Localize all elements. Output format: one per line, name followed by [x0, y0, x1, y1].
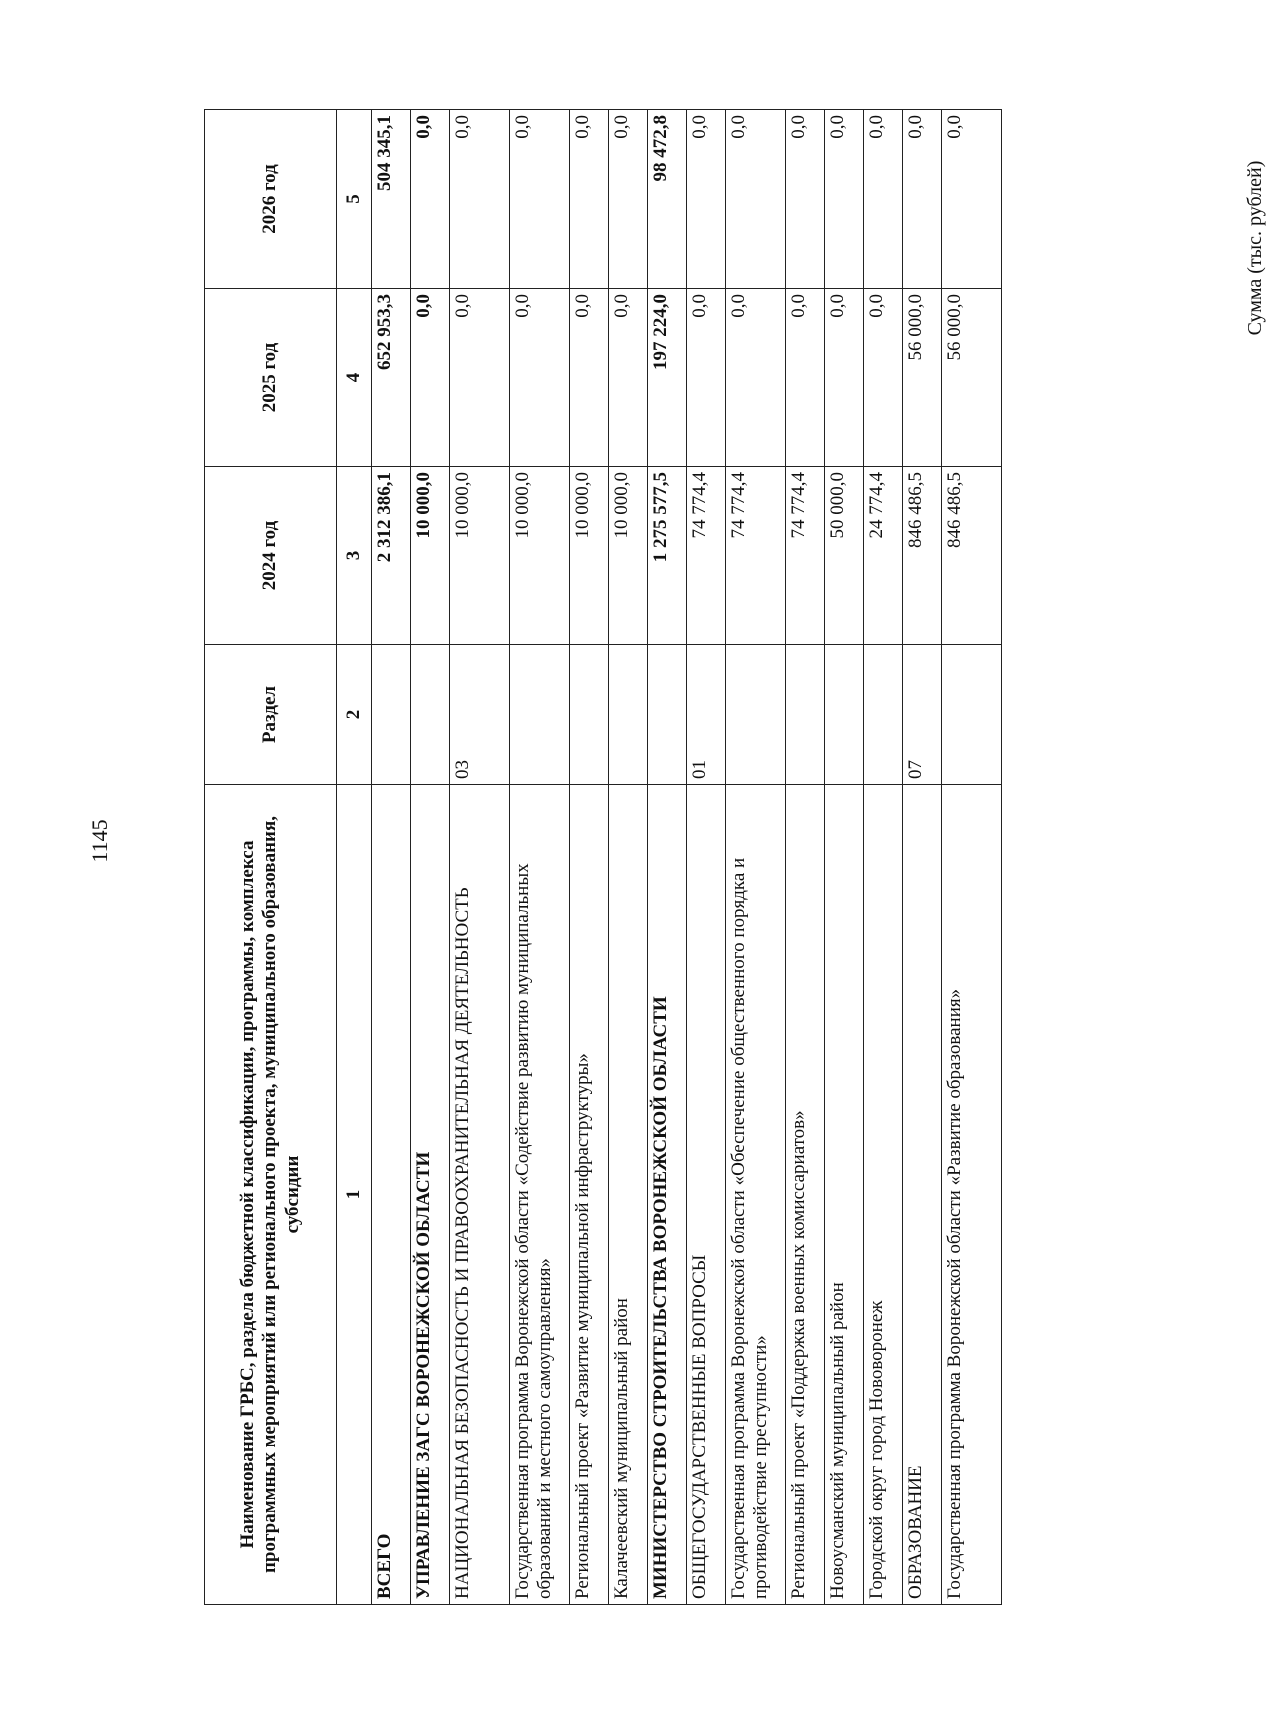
row-value-2025: 0,0	[726, 289, 786, 467]
row-section	[570, 645, 609, 785]
table-row	[372, 110, 411, 1605]
row-value-2024: 1 275 577,5	[648, 467, 687, 645]
row-value-2024: 10 000,0	[609, 467, 648, 645]
row-name: ОБЩЕГОСУДАРСТВЕННЫЕ ВОПРОСЫ	[687, 785, 726, 1605]
table-row	[903, 110, 942, 1605]
row-value-2024: 846 486,5	[942, 467, 1002, 645]
row-name: Калачеевский муниципальный район	[609, 785, 648, 1605]
table-row	[864, 110, 903, 1605]
table-row	[942, 110, 1002, 1605]
row-name: Государственная программа Воронежской области «Развитие образования»	[942, 785, 1002, 1605]
row-name: Региональный проект «Развитие муниципальной инфраструктуры»	[570, 785, 609, 1605]
row-value-2026: 98 472,8	[648, 110, 687, 289]
row-section	[372, 645, 411, 785]
row-value-2024: 10 000,0	[510, 467, 570, 645]
row-section	[786, 645, 825, 785]
header-section: Раздел	[205, 645, 337, 785]
column-number: 3	[337, 467, 372, 645]
row-value-2024: 10 000,0	[570, 467, 609, 645]
header-name: Наименование ГРБС, раздела бюджетной классификации, программы, комплекса программных мероприятий или регионального проекта, муниципального образования, субсидии	[205, 785, 337, 1605]
row-value-2025: 0,0	[609, 289, 648, 467]
row-name: Городской округ город Нововоронеж	[864, 785, 903, 1605]
budget-table	[204, 109, 1002, 1605]
row-value-2025: 56 000,0	[903, 289, 942, 467]
row-value-2026: 0,0	[825, 110, 864, 289]
row-value-2026: 0,0	[510, 110, 570, 289]
row-value-2026: 504 345,1	[372, 110, 411, 289]
row-value-2026: 0,0	[570, 110, 609, 289]
header-2026: 2026 год	[205, 110, 337, 289]
table-row	[648, 110, 687, 1605]
row-value-2024: 74 774,4	[687, 467, 726, 645]
table-row	[510, 110, 570, 1605]
page-number: 1145	[87, 819, 112, 863]
column-number: 2	[337, 645, 372, 785]
table-row	[570, 110, 609, 1605]
column-number: 1	[337, 785, 372, 1605]
row-value-2025: 0,0	[570, 289, 609, 467]
budget-table-container	[204, 109, 1002, 1605]
column-number: 4	[337, 289, 372, 467]
row-value-2024: 2 312 386,1	[372, 467, 411, 645]
row-value-2025: 197 224,0	[648, 289, 687, 467]
row-value-2024: 846 486,5	[903, 467, 942, 645]
row-value-2026: 0,0	[411, 110, 450, 289]
header-2024: 2024 год	[205, 467, 337, 645]
row-value-2024: 24 774,4	[864, 467, 903, 645]
row-value-2025: 652 953,3	[372, 289, 411, 467]
row-section: 07	[903, 645, 942, 785]
table-row	[450, 110, 510, 1605]
row-name: НАЦИОНАЛЬНАЯ БЕЗОПАСНОСТЬ И ПРАВООХРАНИТЕЛЬНАЯ ДЕЯТЕЛЬНОСТЬ	[450, 785, 510, 1605]
row-section	[609, 645, 648, 785]
row-section	[648, 645, 687, 785]
row-value-2024: 74 774,4	[726, 467, 786, 645]
row-value-2024: 50 000,0	[825, 467, 864, 645]
row-value-2026: 0,0	[942, 110, 1002, 289]
table-row	[687, 110, 726, 1605]
table-row	[609, 110, 648, 1605]
table-row	[825, 110, 864, 1605]
row-value-2025: 0,0	[825, 289, 864, 467]
table-row	[786, 110, 825, 1605]
column-number-row	[337, 110, 372, 1605]
table-row	[411, 110, 450, 1605]
row-value-2026: 0,0	[450, 110, 510, 289]
row-name: ОБРАЗОВАНИЕ	[903, 785, 942, 1605]
unit-caption: Сумма (тыс. рублей)	[1244, 160, 1266, 336]
row-value-2025: 0,0	[411, 289, 450, 467]
row-name: Государственная программа Воронежской области «Обеспечение общественного порядка и противодействие преступности»	[726, 785, 786, 1605]
row-section	[942, 645, 1002, 785]
row-value-2025: 56 000,0	[942, 289, 1002, 467]
row-name: Региональный проект «Поддержка военных комиссариатов»	[786, 785, 825, 1605]
row-name: УПРАВЛЕНИЕ ЗАГС ВОРОНЕЖСКОЙ ОБЛАСТИ	[411, 785, 450, 1605]
row-value-2026: 0,0	[864, 110, 903, 289]
table-header-row	[205, 110, 337, 1605]
row-section: 03	[450, 645, 510, 785]
row-value-2026: 0,0	[726, 110, 786, 289]
column-number: 5	[337, 110, 372, 289]
row-section	[825, 645, 864, 785]
row-name: Новоусманский муниципальный район	[825, 785, 864, 1605]
row-section	[726, 645, 786, 785]
row-value-2025: 0,0	[864, 289, 903, 467]
row-value-2026: 0,0	[687, 110, 726, 289]
row-value-2025: 0,0	[510, 289, 570, 467]
table-row	[726, 110, 786, 1605]
row-value-2025: 0,0	[450, 289, 510, 467]
row-value-2024: 74 774,4	[786, 467, 825, 645]
row-section: 01	[687, 645, 726, 785]
row-section	[864, 645, 903, 785]
row-name: Государственная программа Воронежской области «Содействие развитию муниципальных образований и местного самоуправления»	[510, 785, 570, 1605]
row-name: МИНИСТЕРСТВО СТРОИТЕЛЬСТВА ВОРОНЕЖСКОЙ ОБЛАСТИ	[648, 785, 687, 1605]
row-section	[510, 645, 570, 785]
row-value-2026: 0,0	[609, 110, 648, 289]
header-2025: 2025 год	[205, 289, 337, 467]
row-value-2024: 10 000,0	[411, 467, 450, 645]
row-value-2025: 0,0	[687, 289, 726, 467]
row-value-2026: 0,0	[903, 110, 942, 289]
row-name: ВСЕГО	[372, 785, 411, 1605]
row-value-2026: 0,0	[786, 110, 825, 289]
row-section	[411, 645, 450, 785]
table-body	[372, 110, 1002, 1605]
row-value-2025: 0,0	[786, 289, 825, 467]
row-value-2024: 10 000,0	[450, 467, 510, 645]
